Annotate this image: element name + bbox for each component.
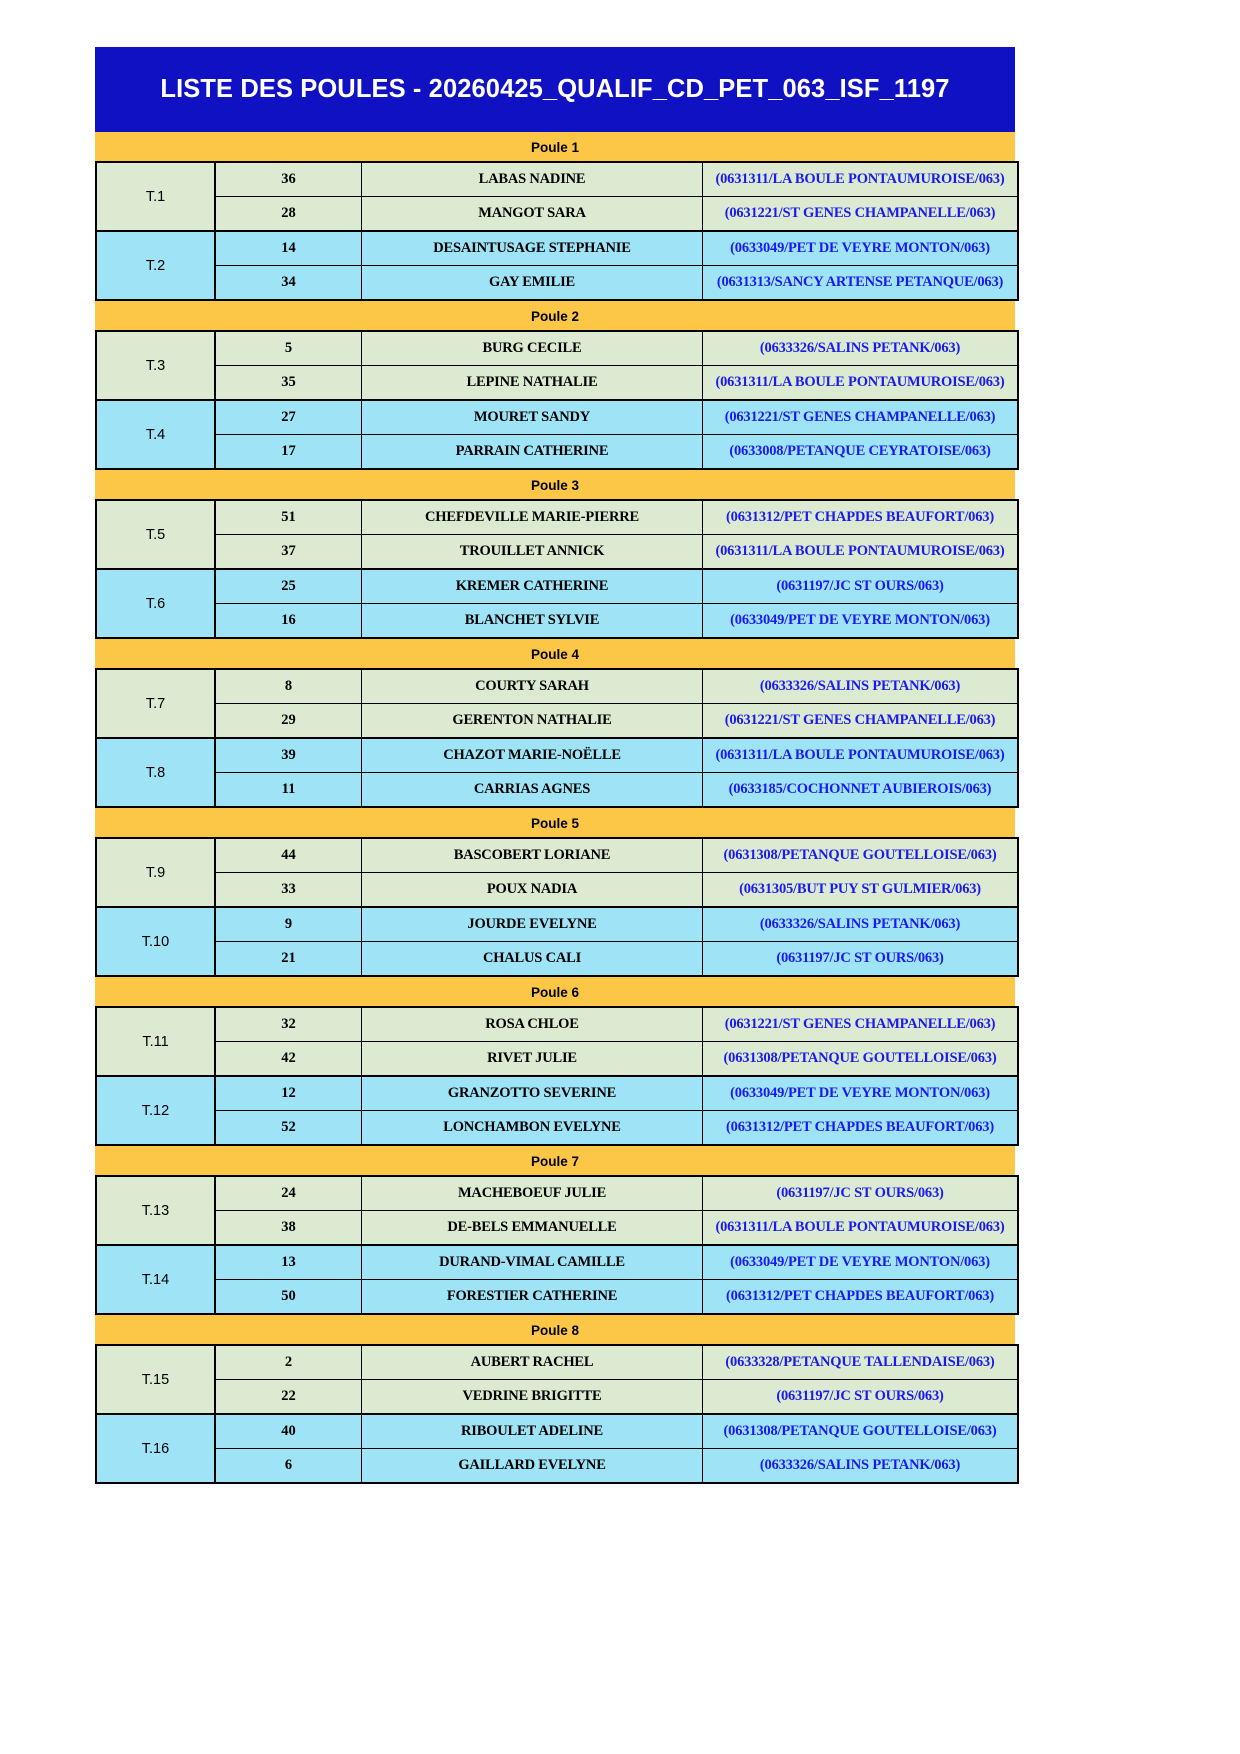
player-name-cell: VEDRINE BRIGITTE [362, 1380, 703, 1415]
player-club-cell: (0633049/PET DE VEYRE MONTON/063) [703, 231, 1019, 266]
player-club-cell: (0631221/ST GENES CHAMPANELLE/063) [703, 1007, 1019, 1042]
player-number-cell: 13 [215, 1245, 362, 1280]
table-row [96, 704, 1018, 739]
table-row [96, 773, 1018, 808]
player-number-cell: 39 [215, 738, 362, 773]
player-club-cell: (0631221/ST GENES CHAMPANELLE/063) [703, 197, 1019, 232]
player-number-cell: 52 [215, 1111, 362, 1146]
table-row [96, 1280, 1018, 1315]
table-row [96, 366, 1018, 401]
team-label-cell: T.13 [96, 1176, 215, 1245]
player-club-cell: (0633326/SALINS PETANK/063) [703, 669, 1019, 704]
player-club-cell: (0631305/BUT PUY ST GULMIER/063) [703, 873, 1019, 908]
player-number-cell: 14 [215, 231, 362, 266]
player-club-cell: (0631197/JC ST OURS/063) [703, 1380, 1019, 1415]
player-name-cell: RIVET JULIE [362, 1042, 703, 1077]
player-club-cell: (0631312/PET CHAPDES BEAUFORT/063) [703, 1111, 1019, 1146]
poule-header [95, 1315, 1015, 1344]
table-row [96, 1176, 1018, 1211]
player-number-cell: 51 [215, 500, 362, 535]
poule-header-label: Poule 1 [530, 140, 579, 155]
table-row [96, 197, 1018, 232]
table-row [96, 1414, 1018, 1449]
table-row [96, 942, 1018, 977]
player-club-cell: (0631312/PET CHAPDES BEAUFORT/063) [703, 500, 1019, 535]
poule-table [95, 330, 1019, 470]
document-title-bar [95, 47, 1015, 132]
player-club-cell: (0631221/ST GENES CHAMPANELLE/063) [703, 400, 1019, 435]
table-row [96, 400, 1018, 435]
team-label-cell: T.1 [96, 162, 215, 231]
table-row [96, 1211, 1018, 1246]
poule-header [95, 808, 1015, 837]
player-number-cell: 38 [215, 1211, 362, 1246]
table-row [96, 604, 1018, 639]
player-club-cell: (0631197/JC ST OURS/063) [703, 569, 1019, 604]
player-club-cell: (0631313/SANCY ARTENSE PETANQUE/063) [703, 266, 1019, 301]
player-number-cell: 11 [215, 773, 362, 808]
player-number-cell: 2 [215, 1345, 362, 1380]
player-number-cell: 36 [215, 162, 362, 197]
player-name-cell: LABAS NADINE [362, 162, 703, 197]
team-label-cell: T.9 [96, 838, 215, 907]
player-club-cell: (0631308/PETANQUE GOUTELLOISE/063) [703, 1414, 1019, 1449]
player-name-cell: GRANZOTTO SEVERINE [362, 1076, 703, 1111]
player-number-cell: 17 [215, 435, 362, 470]
poule-header-label: Poule 6 [530, 985, 579, 1000]
player-club-cell: (0631311/LA BOULE PONTAUMUROISE/063) [703, 1211, 1019, 1246]
table-row [96, 266, 1018, 301]
player-name-cell: JOURDE EVELYNE [362, 907, 703, 942]
table-row [96, 1345, 1018, 1380]
player-number-cell: 32 [215, 1007, 362, 1042]
poule-header [95, 639, 1015, 668]
player-name-cell: CHALUS CALI [362, 942, 703, 977]
player-name-cell: MANGOT SARA [362, 197, 703, 232]
table-row [96, 1111, 1018, 1146]
player-number-cell: 35 [215, 366, 362, 401]
table-row [96, 838, 1018, 873]
table-row [96, 162, 1018, 197]
player-number-cell: 27 [215, 400, 362, 435]
player-club-cell: (0633328/PETANQUE TALLENDAISE/063) [703, 1345, 1019, 1380]
player-club-cell: (0631197/JC ST OURS/063) [703, 1176, 1019, 1211]
player-number-cell: 9 [215, 907, 362, 942]
table-row [96, 331, 1018, 366]
player-name-cell: PARRAIN CATHERINE [362, 435, 703, 470]
team-label-cell: T.2 [96, 231, 215, 300]
table-row [96, 738, 1018, 773]
player-number-cell: 42 [215, 1042, 362, 1077]
team-label-cell: T.12 [96, 1076, 215, 1145]
player-club-cell: (0631311/LA BOULE PONTAUMUROISE/063) [703, 535, 1019, 570]
player-club-cell: (0631308/PETANQUE GOUTELLOISE/063) [703, 838, 1019, 873]
poule-table [95, 837, 1019, 977]
team-label-cell: T.10 [96, 907, 215, 976]
team-label-cell: T.3 [96, 331, 215, 400]
player-club-cell: (0631308/PETANQUE GOUTELLOISE/063) [703, 1042, 1019, 1077]
player-club-cell: (0633049/PET DE VEYRE MONTON/063) [703, 1076, 1019, 1111]
team-label-cell: T.6 [96, 569, 215, 638]
poule-table [95, 1175, 1019, 1315]
player-name-cell: DURAND-VIMAL CAMILLE [362, 1245, 703, 1280]
player-club-cell: (0633049/PET DE VEYRE MONTON/063) [703, 1245, 1019, 1280]
player-club-cell: (0633185/COCHONNET AUBIEROIS/063) [703, 773, 1019, 808]
player-name-cell: KREMER CATHERINE [362, 569, 703, 604]
poule-header-label: Poule 8 [530, 1323, 579, 1338]
poule-header [95, 1146, 1015, 1175]
player-number-cell: 16 [215, 604, 362, 639]
table-row [96, 907, 1018, 942]
player-club-cell: (0631311/LA BOULE PONTAUMUROISE/063) [703, 162, 1019, 197]
player-number-cell: 28 [215, 197, 362, 232]
table-row [96, 1076, 1018, 1111]
table-row [96, 1245, 1018, 1280]
player-name-cell: GAILLARD EVELYNE [362, 1449, 703, 1484]
player-name-cell: CARRIAS AGNES [362, 773, 703, 808]
table-row [96, 500, 1018, 535]
table-row [96, 1449, 1018, 1484]
player-club-cell: (0631221/ST GENES CHAMPANELLE/063) [703, 704, 1019, 739]
player-name-cell: BASCOBERT LORIANE [362, 838, 703, 873]
player-name-cell: COURTY SARAH [362, 669, 703, 704]
team-label-cell: T.15 [96, 1345, 215, 1414]
player-name-cell: POUX NADIA [362, 873, 703, 908]
poule-header-label: Poule 2 [530, 309, 579, 324]
player-club-cell: (0631311/LA BOULE PONTAUMUROISE/063) [703, 738, 1019, 773]
team-label-cell: T.4 [96, 400, 215, 469]
table-row [96, 873, 1018, 908]
player-number-cell: 24 [215, 1176, 362, 1211]
player-name-cell: BURG CECILE [362, 331, 703, 366]
player-name-cell: TROUILLET ANNICK [362, 535, 703, 570]
table-row [96, 669, 1018, 704]
team-label-cell: T.16 [96, 1414, 215, 1483]
player-name-cell: GERENTON NATHALIE [362, 704, 703, 739]
poules-container [95, 132, 1145, 1484]
player-name-cell: LEPINE NATHALIE [362, 366, 703, 401]
team-label-cell: T.5 [96, 500, 215, 569]
page-title: LISTE DES POULES - 20260425_QUALIF_CD_PET_063_ISF_1197 [160, 75, 950, 103]
player-number-cell: 33 [215, 873, 362, 908]
table-row [96, 231, 1018, 266]
poule-table [95, 161, 1019, 301]
table-row [96, 1042, 1018, 1077]
player-number-cell: 29 [215, 704, 362, 739]
team-label-cell: T.14 [96, 1245, 215, 1314]
team-label-cell: T.7 [96, 669, 215, 738]
player-name-cell: CHEFDEVILLE MARIE-PIERRE [362, 500, 703, 535]
player-number-cell: 22 [215, 1380, 362, 1415]
player-name-cell: DESAINTUSAGE STEPHANIE [362, 231, 703, 266]
team-label-cell: T.11 [96, 1007, 215, 1076]
player-name-cell: FORESTIER CATHERINE [362, 1280, 703, 1315]
player-name-cell: MACHEBOEUF JULIE [362, 1176, 703, 1211]
player-club-cell: (0633049/PET DE VEYRE MONTON/063) [703, 604, 1019, 639]
player-club-cell: (0633326/SALINS PETANK/063) [703, 907, 1019, 942]
player-number-cell: 34 [215, 266, 362, 301]
player-name-cell: BLANCHET SYLVIE [362, 604, 703, 639]
player-number-cell: 6 [215, 1449, 362, 1484]
player-number-cell: 5 [215, 331, 362, 366]
poule-table [95, 668, 1019, 808]
player-name-cell: GAY EMILIE [362, 266, 703, 301]
player-number-cell: 50 [215, 1280, 362, 1315]
poule-header [95, 977, 1015, 1006]
poule-header [95, 132, 1015, 161]
player-number-cell: 8 [215, 669, 362, 704]
table-row [96, 1007, 1018, 1042]
player-number-cell: 12 [215, 1076, 362, 1111]
player-club-cell: (0631312/PET CHAPDES BEAUFORT/063) [703, 1280, 1019, 1315]
table-row [96, 535, 1018, 570]
poule-header [95, 470, 1015, 499]
player-club-cell: (0633326/SALINS PETANK/063) [703, 331, 1019, 366]
player-name-cell: CHAZOT MARIE-NOËLLE [362, 738, 703, 773]
poule-header-label: Poule 7 [530, 1154, 579, 1169]
player-club-cell: (0631311/LA BOULE PONTAUMUROISE/063) [703, 366, 1019, 401]
table-row [96, 569, 1018, 604]
poule-header [95, 301, 1015, 330]
table-row [96, 1380, 1018, 1415]
player-name-cell: AUBERT RACHEL [362, 1345, 703, 1380]
poule-header-label: Poule 4 [530, 647, 579, 662]
player-club-cell: (0633326/SALINS PETANK/063) [703, 1449, 1019, 1484]
poule-table [95, 1006, 1019, 1146]
poule-table [95, 499, 1019, 639]
player-club-cell: (0633008/PETANQUE CEYRATOISE/063) [703, 435, 1019, 470]
player-number-cell: 44 [215, 838, 362, 873]
player-number-cell: 25 [215, 569, 362, 604]
player-number-cell: 21 [215, 942, 362, 977]
poule-header-label: Poule 3 [530, 478, 579, 493]
player-number-cell: 37 [215, 535, 362, 570]
player-club-cell: (0631197/JC ST OURS/063) [703, 942, 1019, 977]
player-name-cell: MOURET SANDY [362, 400, 703, 435]
player-name-cell: LONCHAMBON EVELYNE [362, 1111, 703, 1146]
poule-header-label: Poule 5 [530, 816, 579, 831]
player-name-cell: DE-BELS EMMANUELLE [362, 1211, 703, 1246]
player-name-cell: ROSA CHLOE [362, 1007, 703, 1042]
table-row [96, 435, 1018, 470]
player-number-cell: 40 [215, 1414, 362, 1449]
player-name-cell: RIBOULET ADELINE [362, 1414, 703, 1449]
team-label-cell: T.8 [96, 738, 215, 807]
poule-table [95, 1344, 1019, 1484]
